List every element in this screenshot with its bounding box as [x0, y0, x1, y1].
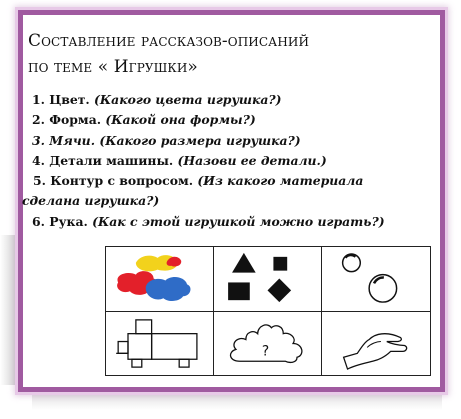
list-item [32, 110, 437, 130]
title-line-1: Составление рассказов-описаний [28, 31, 310, 51]
item-question: (Назови ее детали.) [177, 152, 327, 168]
color-blobs-cell [106, 247, 214, 312]
item-number: 1. Цвет. [32, 92, 90, 107]
item-number: 5. Контур с вопросом. [33, 173, 194, 189]
item-question: (Какого размера игрушка?) [99, 132, 301, 148]
list-item [32, 212, 437, 232]
balls-image [322, 247, 430, 311]
list-item-continuation [22, 191, 437, 211]
color-blobs-image [106, 247, 213, 311]
contour-question-cell [214, 312, 322, 375]
balls-cell [322, 247, 430, 312]
task-list [22, 90, 437, 232]
list-item [32, 131, 437, 151]
list-item [32, 151, 437, 171]
item-question-continued: сделана игрушка?) [22, 193, 160, 209]
geometric-shapes-image [214, 247, 321, 311]
item-question: (Из какого материала [197, 173, 364, 189]
truck-outline-image [106, 312, 213, 375]
item-number: 2. Форма. [32, 112, 102, 128]
slide-title [28, 28, 309, 80]
item-question: (Как с этой игрушкой можно играть?) [92, 213, 385, 229]
list-item [32, 90, 437, 110]
item-number: 3. Мячи. [32, 132, 96, 148]
item-question: (Какой она формы?) [105, 112, 256, 128]
hand-cell [322, 312, 430, 375]
item-number: 6. Рука. [32, 213, 88, 229]
list-item [32, 171, 437, 191]
item-number: 4. Детали машины. [32, 152, 174, 168]
picture-grid [105, 246, 431, 376]
shapes-cell [214, 247, 322, 312]
truck-cell [106, 312, 214, 375]
item-question: (Какого цвета игрушка?) [94, 92, 282, 107]
question-mark: ? [261, 343, 270, 360]
title-line-2: по теме « Игрушки» [28, 57, 198, 77]
contour-question-image [214, 312, 321, 375]
hand-outline-image [322, 312, 430, 375]
